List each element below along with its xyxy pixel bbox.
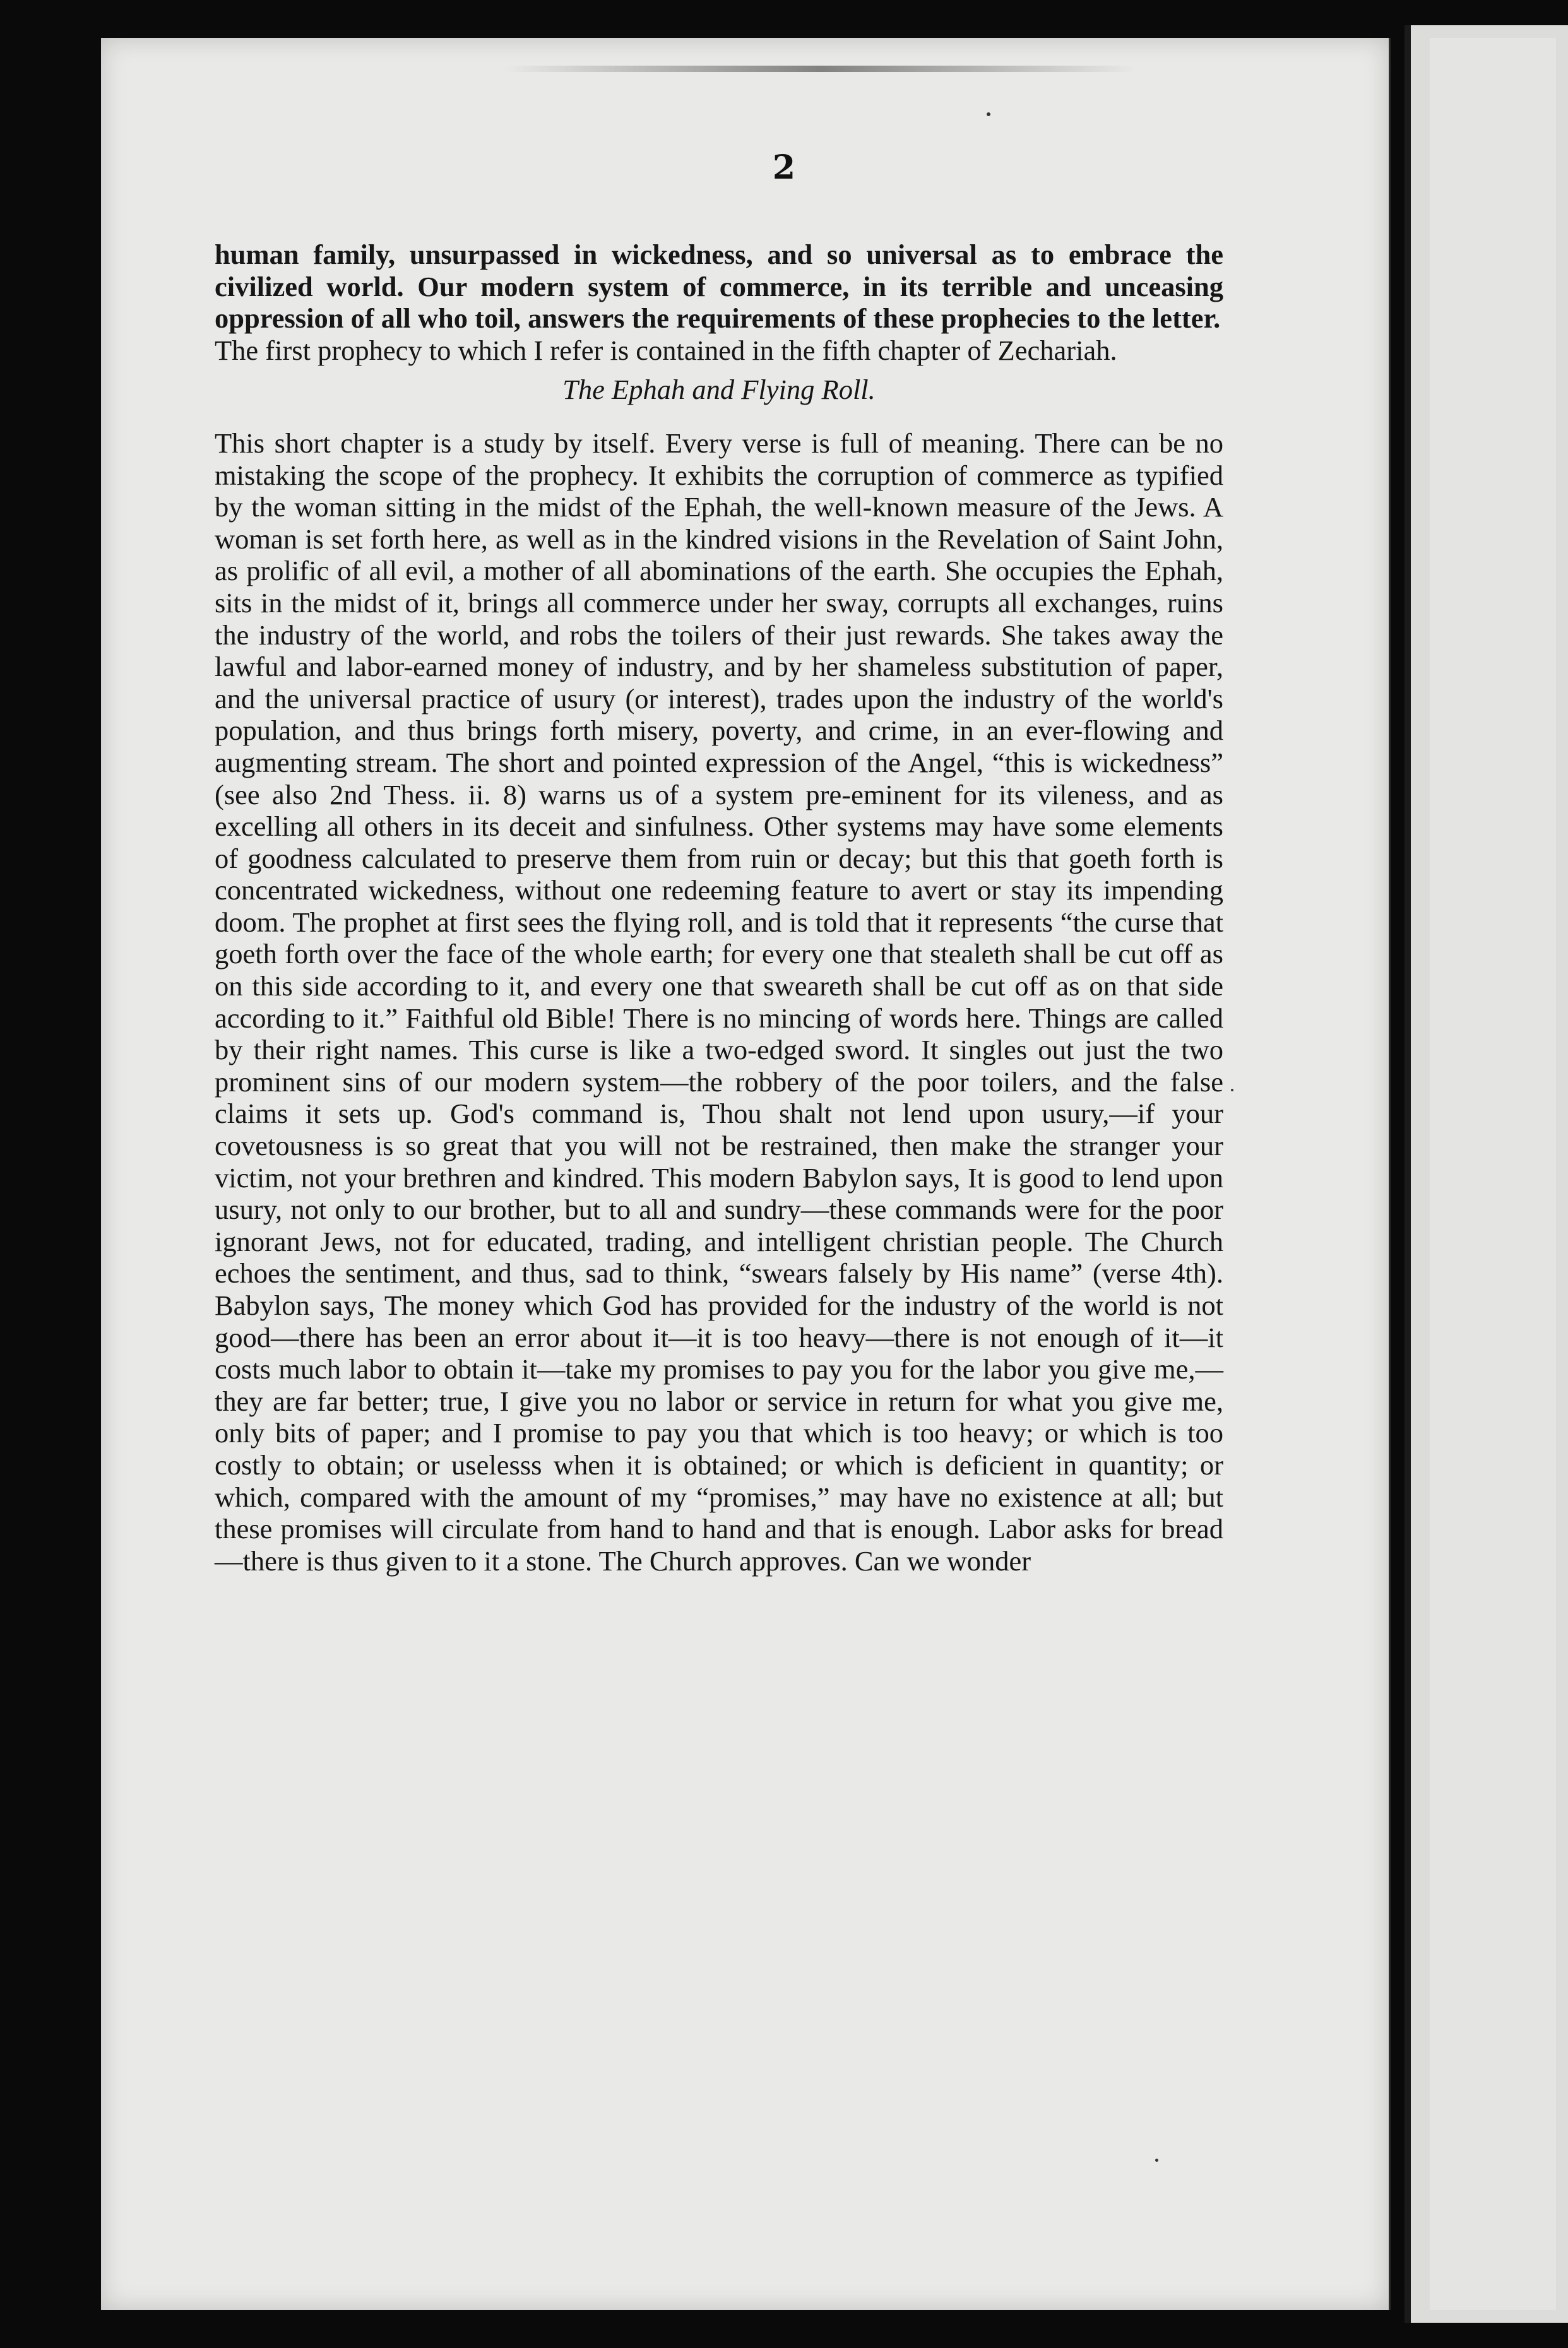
section-heading: The Ephah and Flying Roll. xyxy=(562,374,876,406)
paragraph-first-prophecy: The first prophecy to which I refer is contained in the fifth chapter of Zechariah. xyxy=(215,334,1117,366)
page-top-stain xyxy=(505,66,1136,72)
adjacent-page-edge xyxy=(1405,25,1568,2323)
dust-speck xyxy=(1231,1089,1233,1091)
dust-speck xyxy=(1155,2159,1158,2162)
adjacent-page-surface xyxy=(1430,38,1556,2310)
dust-speck xyxy=(987,112,990,116)
paragraph-intro: human family, unsurpassed in wickedness, and so universal as to embrace the civilized world. Our modern system of commerce, in its terrible and unceasing oppression of all who toil, answers the requirements of these prophecies to the letter. xyxy=(215,239,1223,335)
body-text xyxy=(215,239,1223,1577)
paragraph-ephah: This short chapter is a study by itself. Every verse is full of meaning. There can be no mistaking the scope of the prophecy. It exhibits the corruption of commerce as typified by the woman sitting in the midst of the Ephah, the well-known measure of the Jews. A woman is set forth here, as well as in the kindred visions in the Revelation of Saint John, as prolific of all evil, a mother of all abominations of the earth. She occupies the Ephah, sits in the midst of it, brings all commerce under her sway, corrupts all exchanges, ruins the industry of the world, and robs the toilers of their just rewards. She takes away the lawful and labor-earned money of industry, and by her shameless substitution of paper, and the universal practice of usury (or interest), trades upon the industry of the world's population, and thus brings forth misery, poverty, and crime, in an ever-flowing and augmenting stream. The short and pointed expression of the Angel, “this is wickedness” (see also 2nd Thess. ii. 8) warns us of a system pre-eminent for its vileness, and as excelling all others in its deceit and sinfulness. Other systems may have some elements of goodness calculated to preserve them from ruin or decay; but this that goeth forth is concentrated wickedness, without one redeeming feature to avert or stay its impending doom. The prophet at first sees the flying roll, and is told that it represents “the curse that goeth forth over the face of the whole earth; for every one that stealeth shall be cut off as on this side according to it, and every one that sweareth shall be cut off as on that side according to it.” Faithful old Bible! There is no mincing of words here. Things are called by their right names. This curse is like a two-edged sword. It singles out just the two prominent sins of our modern system—the robbery of the poor toilers, and the false claims it sets up. God's command is, Thou shalt not lend upon usury,—if your covetousness is so great that you will not be restrained, then make the stranger your victim, not your brethren and kindred. This modern Babylon says, It is good to lend upon usury, not only to our brother, but to all and sundry—these commands were for the poor ignorant Jews, not for educated, trading, and intelligent christian people. The Church echoes the sentiment, and thus, sad to think, “swears falsely by His name” (verse 4th). Babylon says, The money which God has provided for the industry of the world is not good—there has been an error about it—it is too heavy—there is not enough of it—it costs much labor to obtain it—take my promises to pay you for the labor you give me,—they are far better; true, I give you no labor or service in return for what you give me, only bits of paper; and I promise to pay you that which is too heavy; or which is too costly to obtain; or uselesss when it is obtained; or which is deficient in quantity; or which, compared with the amount of my “promises,” may have no existence at all; but these promises will circulate from hand to hand and that is enough. Labor asks for bread—there is thus given to it a stone. The Church approves. Can we wonder xyxy=(215,427,1223,1577)
page-number: 2 xyxy=(772,148,796,187)
